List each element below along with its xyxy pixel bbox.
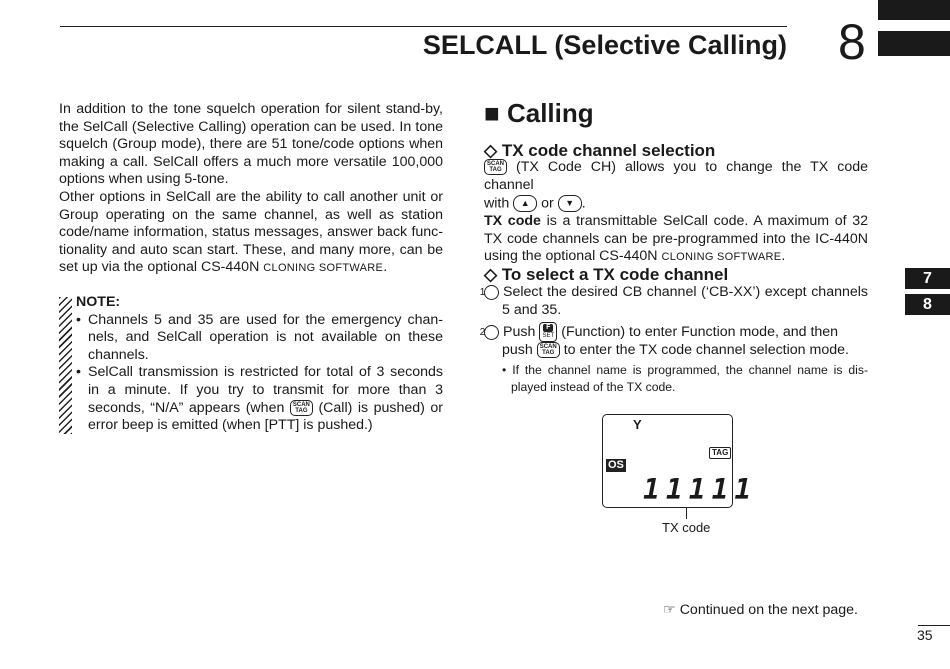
pointing-hand-icon: ☞ [663, 602, 676, 618]
step-2: 2 Push F SET (Function) to enter Function mode, and then push SCAN TAG to enter the TX code channel selection mode. [479, 323, 849, 359]
continued-note: ☞ Continued on the next page. [663, 602, 858, 618]
tx-code-channel-selection-heading: ◇ TX code channel selection [484, 141, 716, 160]
antenna-icon: Y [633, 417, 642, 432]
calling-heading: ■ Calling [484, 98, 594, 128]
header-rule [60, 26, 787, 27]
tx-code-digits: 11111 [643, 473, 758, 506]
scan-tag-key-icon: SCAN TAG [290, 400, 313, 416]
down-key-icon: ▼ [558, 195, 582, 212]
note-item-1: • Channels 5 and 35 are used for the emergency chan-nels, and SelCall operation is not available on these channels. [76, 312, 443, 365]
page-number: 35 [917, 627, 933, 643]
step-2-bullet: • If the channel name is programmed, the channel name is dis-played instead of the TX code. [502, 362, 869, 394]
page-title: SELCALL (Selective Calling) [422, 30, 787, 60]
chapter-bar-top [878, 0, 950, 20]
select-tx-code-heading: ◇ To select a TX code channel [484, 265, 729, 284]
scan-tag-key-icon: SCAN TAG [484, 159, 507, 175]
note-box [76, 294, 443, 435]
step-1: 1 Select the desired CB channel (‘CB-XX’) except channels 5 and 35. [479, 284, 868, 318]
os-indicator: OS [608, 459, 624, 471]
note-hatch [59, 297, 72, 434]
note-item-2: • SelCall transmission is restricted for total of 3 seconds in a minute. If you try to transmit for more than 3 seconds, “N/A” appears (when SCAN TAG (Call) is pushed) or error beep is emitted (when [PTT] is pushed.) [76, 364, 443, 434]
diamond-icon: ◇ [484, 141, 498, 160]
intro-text [59, 101, 443, 278]
note-label: NOTE: [76, 294, 121, 310]
intro-paragraph-2: Other options in SelCall are the ability to call another unit or Group operating on the same channel, as well as station code/name information, status messages, answer back func-tionality and auto scan start. These, and many more, can be set up via the optional CS-440N CLONING SOFTWARE. [59, 188, 443, 276]
select-tx-code-steps [479, 284, 869, 396]
function-key-icon: F SET [539, 322, 557, 342]
intro-paragraph-1: In addition to the tone squelch operation for silent stand-by, the SelCall (Selective Calling) operation can be used. In tone squelch (Group mode), there are 51 tone/code options when making a call. SelCall offers a much more versatile 100,000 options when using 5-tone. [59, 101, 443, 188]
caption-pointer [686, 507, 687, 519]
tag-indicator: TAG [709, 447, 731, 459]
scan-tag-key-icon: SCAN TAG [537, 342, 560, 358]
chapter-bar-bottom [878, 31, 950, 56]
side-tab-7[interactable]: 7 [905, 268, 950, 289]
tx-code-selection-text: SCAN TAG (TX Code CH) allows you to change the TX code channel with ▲ or ▼ . TX code is a transmittable SelCall code. A maximum of 32 TX code channels can be pre-programmed into the IC-440N using the optional CS-440N CLONING SOFTWARE. [484, 159, 869, 265]
footer-rule [918, 625, 950, 626]
square-bullet-icon: ■ [484, 98, 500, 128]
tx-code-caption: TX code [662, 520, 711, 535]
lcd-display [602, 414, 758, 508]
side-tab-8[interactable]: 8 [905, 294, 950, 315]
chapter-number: 8 [838, 14, 866, 70]
diamond-icon: ◇ [484, 265, 498, 284]
up-key-icon: ▲ [513, 195, 537, 212]
